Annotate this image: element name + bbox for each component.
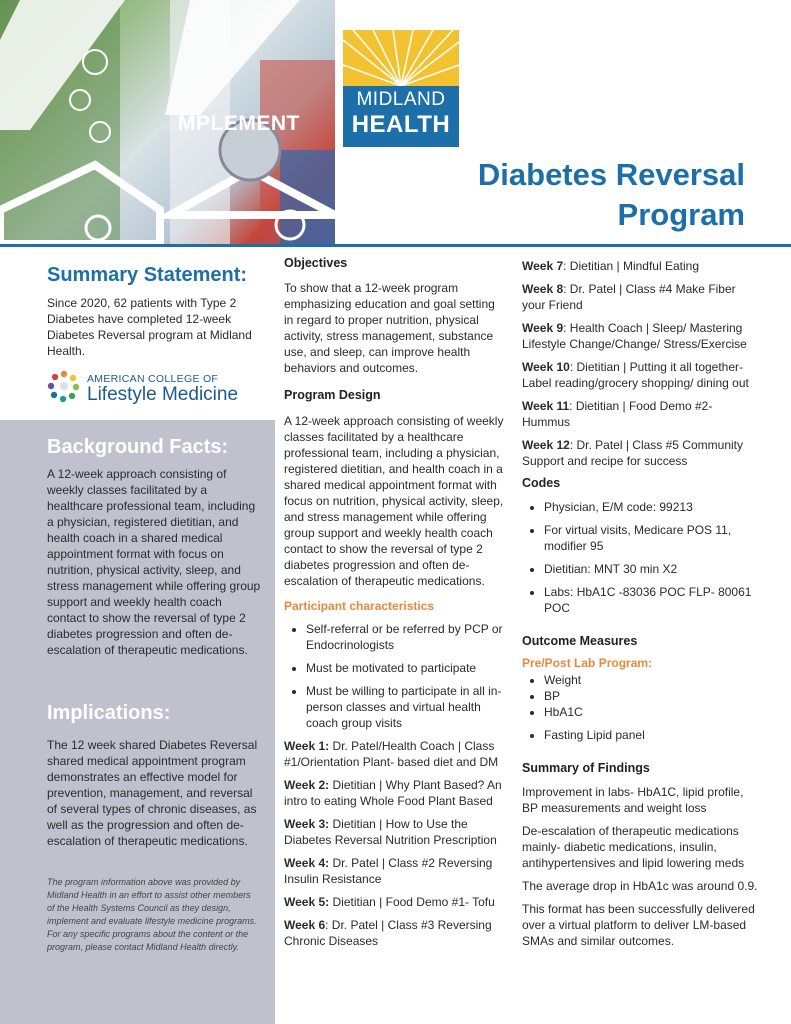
list-item: • Dietitian: MNT 30 min X2 [544, 561, 762, 577]
list-item: • Fasting Lipid panel [544, 727, 762, 743]
week-label: Week 2: [284, 778, 330, 792]
week-text: : Dietitian | Mindful Eating [563, 259, 699, 273]
finding-para: This format has been successfully delivered over a virtual platform to deliver LM-based SMAs and similar outcomes. [522, 902, 755, 948]
week-4 [284, 855, 506, 887]
findings-heading: Summary of Findings [522, 761, 650, 775]
list-item: • Must be willing to participate in all in-person classes and virtual health coach group visits [306, 683, 506, 731]
list-item: • Physician, E/M code: 99213 [544, 499, 762, 515]
week-9 [522, 320, 762, 352]
midland-health-logo [343, 30, 459, 145]
participants-heading: Participant characteristics [284, 599, 435, 613]
week-2 [284, 777, 506, 809]
acl-line1: AMERICAN COLLEGE OF [87, 373, 219, 385]
right-column [522, 258, 762, 949]
hero-word: MPLEMENT [178, 112, 300, 135]
week-3 [284, 816, 506, 848]
logo-line1: MIDLAND [356, 89, 446, 110]
objectives-heading: Objectives [284, 256, 348, 270]
week-text: Dr. Patel | Class #2 Reversing Insulin Resistance [284, 856, 493, 886]
week-12 [522, 437, 762, 469]
outcomes-heading: Outcome Measures [522, 634, 638, 648]
week-text: Dr. Patel/Health Coach | Class #1/Orientation Plant- based diet and DM [284, 739, 499, 769]
logo-line2: HEALTH [351, 111, 451, 138]
objectives-text: To show that a 12-week program emphasizing education and goal setting in regard to proper nutrition, physical activity, stress management, substance use, and sleep, can improve health behaviors and outcomes. [284, 281, 495, 375]
week-7 [522, 258, 762, 274]
hero-image [0, 0, 335, 244]
list-item: • Self-referral or be referred by PCP or Endocrinologists [306, 621, 506, 653]
list-item: • Weight [544, 672, 762, 688]
finding-para: The average drop in HbA1c was around 0.9. [522, 879, 758, 893]
week-10 [522, 359, 762, 391]
week-text: : Dr. Patel | Class #5 Community Support and recipe for success [522, 438, 743, 468]
week-11 [522, 398, 762, 430]
finding-para: De-escalation of therapeutic medications mainly- diabetic medications, insulin, antihypertensives and lipid lowering meds [522, 824, 745, 870]
disclaimer-note: The program information above was provided by Midland Health in an effort to assist other members of the Health Systems Council as they design, implement and evaluate lifestyle medicine programs. For any specific programs about the content or the program, please contact Midland Health directly. [47, 877, 257, 952]
background-heading: Background Facts: [47, 436, 229, 458]
summary-heading: Summary Statement: [47, 264, 248, 286]
codes-heading: Codes [522, 476, 561, 490]
week-label: Week 12 [522, 438, 570, 452]
week-text: : Dietitian | Food Demo #2- Hummus [522, 399, 713, 429]
list-item: • Must be motivated to participate [306, 660, 506, 676]
week-label: Week 5: [284, 895, 330, 909]
list-item: • HbA1C [544, 704, 762, 720]
acl-logo [47, 369, 247, 409]
sunburst-icon [343, 30, 459, 86]
week-label: Week 7 [522, 259, 564, 273]
codes-list [522, 499, 762, 616]
week-label: Week 11 [522, 399, 570, 413]
list-item: • BP [544, 688, 762, 704]
participants-list [284, 621, 506, 731]
week-text: : Dietitian | Putting it all together-Label reading/grocery shopping/ dining out [522, 360, 749, 390]
list-item: • For virtual visits, Medicare POS 11, modifier 95 [544, 522, 762, 554]
week-1 [284, 738, 506, 770]
finding-para: Improvement in labs- HbA1C, lipid profile, BP measurements and weight loss [522, 785, 744, 815]
acl-dots-icon [47, 369, 81, 403]
acl-line2: Lifestyle Medicine [87, 384, 239, 405]
background-panel [0, 420, 275, 1024]
week-label: Week 10 [522, 360, 570, 374]
week-6 [284, 917, 506, 949]
outcomes-sub: Pre/Post Lab Program: [522, 656, 653, 670]
week-text: Dietitian | How to Use the Diabetes Reversal Nutrition Prescription [284, 817, 497, 847]
week-text: : Dr. Patel | Class #4 Make Fiber your Friend [522, 282, 736, 312]
design-text: A 12-week approach consisting of weekly classes facilitated by a healthcare professional team, including a physician, registered dietitian, and health coach in a shared medical appointment format with focus on nutrition, physical activity, sleep, and stress management while offering group support and weekly health coach contact to show the reversal of type 2 diabetes progression and often de-escalation of therapeutic medications. [284, 414, 504, 588]
background-text: A 12-week approach consisting of weekly classes facilitated by a healthcare professional team, including a physician, registered dietitian, and health coach in a shared medical appointment format with focus on nutrition, physical activity, sleep, and stress management while offering group support and weekly health coach contact to show the reversal of type 2 diabetes progression and often de-escalation of therapeutic medications. [47, 467, 261, 657]
implications-heading: Implications: [47, 702, 171, 724]
page-title [405, 155, 745, 235]
week-text: Dietitian | Food Demo #1- Tofu [332, 895, 495, 909]
middle-column [284, 256, 506, 956]
week-text: Dietitian | Why Plant Based? An intro to eating Whole Food Plant Based [284, 778, 502, 808]
week-label: Week 6 [284, 918, 326, 932]
week-label: Week 1: [284, 739, 330, 753]
week-text: : Health Coach | Sleep/ Mastering Lifestyle Change/Change/ Stress/Exercise [522, 321, 747, 351]
summary-text: Since 2020, 62 patients with Type 2 Diabetes have completed 12-week Diabetes Reversal program at Midland Health. [47, 296, 252, 358]
week-label: Week 8 [522, 282, 564, 296]
title-line1: Diabetes Reversal [477, 157, 745, 192]
implications-text: The 12 week shared Diabetes Reversal shared medical appointment program demonstrates an effective model for prevention, management, and reversal of several types of chronic diseases, as well as the progression and often de-escalation of therapeutic medications. [47, 738, 258, 848]
week-text: : Dr. Patel | Class #3 Reversing Chronic Diseases [284, 918, 492, 948]
list-item: • Labs: HbA1C -83036 POC FLP- 80061 POC [544, 584, 762, 616]
week-8 [522, 281, 762, 313]
design-heading: Program Design [284, 388, 381, 402]
week-label: Week 4: [284, 856, 330, 870]
week-5 [284, 894, 506, 910]
week-label: Week 9 [522, 321, 564, 335]
title-line2: Program [617, 197, 745, 232]
outcomes-list [522, 672, 762, 743]
week-label: Week 3: [284, 817, 330, 831]
